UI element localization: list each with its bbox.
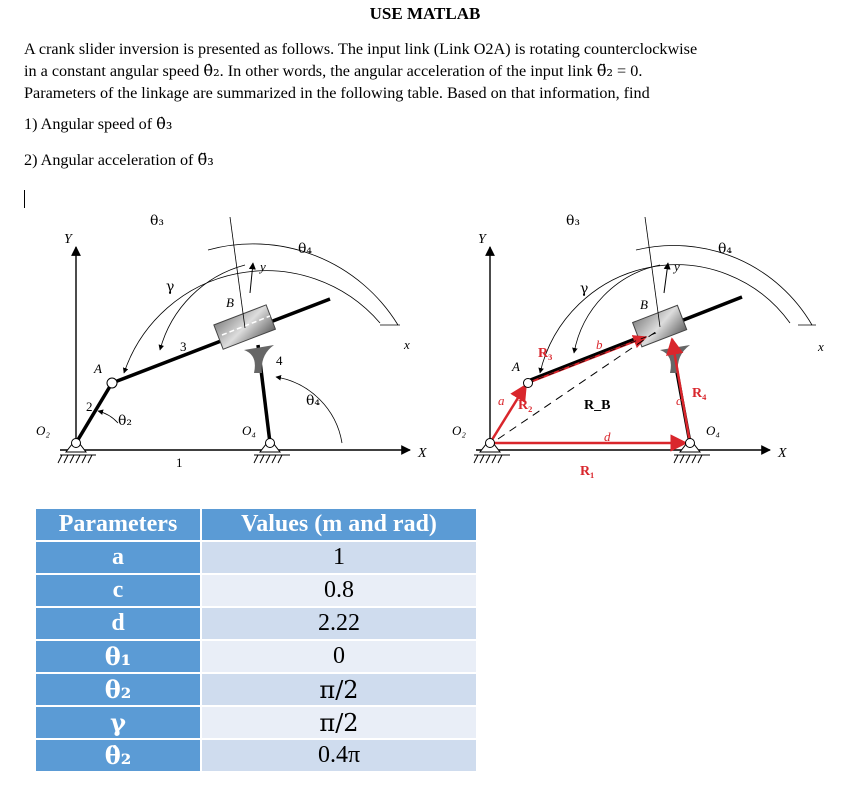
label-local-y: y xyxy=(260,259,266,274)
problem-line-2: in a constant angular speed θ̇₂. In other words, the angular acceleration of the input link θ̈₂ = 0. xyxy=(24,61,643,80)
label-y-axis-right: Y xyxy=(478,232,486,247)
label-x-axis-right: X xyxy=(778,446,787,461)
label-link-1: 1 xyxy=(176,455,183,470)
label-local-x-right: x xyxy=(818,339,824,354)
param-cell: γ xyxy=(36,707,200,738)
value-cell: 0.4π xyxy=(202,740,476,771)
value-cell: 1 xyxy=(202,542,476,573)
label-theta4: θ₄ xyxy=(298,241,313,257)
label-o4-right: O₄ xyxy=(706,423,720,438)
label-a-length: a xyxy=(498,393,505,408)
question-1: 1) Angular speed of θ̇₃ xyxy=(24,114,173,133)
problem-line-3: Parameters of the linkage are summarized in the following table. Based on that information, find xyxy=(24,84,650,102)
label-theta4-right: θ₄ xyxy=(718,241,733,257)
label-theta3: θ₃ xyxy=(150,213,165,229)
table-row xyxy=(36,707,476,738)
table-row xyxy=(36,608,476,639)
label-b-joint: B xyxy=(226,295,234,310)
label-b-length: b xyxy=(596,337,603,352)
problem-line-1: A crank slider inversion is presented as follows. The input link (Link O2A) is rotating counterclockwise xyxy=(24,40,698,58)
label-theta2: θ₂ xyxy=(118,413,133,429)
param-cell: a xyxy=(36,542,200,573)
label-r3: R₃ xyxy=(538,346,553,361)
question-2: 2) Angular acceleration of θ̈₃ xyxy=(24,150,214,169)
param-cell: c xyxy=(36,575,200,606)
label-r4: R₄ xyxy=(692,386,707,401)
param-cell: θ̇₂ xyxy=(36,740,200,771)
problem-statement xyxy=(24,38,824,104)
label-r2: R₂ xyxy=(518,398,533,413)
table-row xyxy=(36,542,476,573)
label-o2: O₂ xyxy=(36,423,50,438)
value-cell: π/2 xyxy=(202,674,476,705)
right-vector-loop xyxy=(452,213,824,479)
label-theta3-right: θ₃ xyxy=(566,213,581,229)
header-parameters: Parameters xyxy=(36,509,200,540)
label-x-axis: X xyxy=(418,446,427,461)
label-local-y-right: y xyxy=(674,259,680,274)
label-o4: O₄ xyxy=(242,423,256,438)
label-a-joint-right: A xyxy=(512,359,520,374)
table-row xyxy=(36,575,476,606)
label-theta4-lower: θ₄ xyxy=(306,393,321,409)
table-row xyxy=(36,674,476,705)
label-a-joint: A xyxy=(94,361,102,376)
param-cell: θ₂ xyxy=(36,674,200,705)
label-o2-right: O₂ xyxy=(452,423,466,438)
value-cell: 0 xyxy=(202,641,476,672)
value-cell: 0.8 xyxy=(202,575,476,606)
label-local-x: x xyxy=(404,337,410,352)
header-values: Values (m and rad) xyxy=(202,509,476,540)
label-d-length: d xyxy=(604,429,611,444)
left-linkage xyxy=(36,213,427,470)
label-link-2: 2 xyxy=(86,399,93,414)
table-row xyxy=(36,740,476,771)
label-link-4: 4 xyxy=(276,353,283,368)
linkage-diagram xyxy=(0,205,850,480)
param-cell: d xyxy=(36,608,200,639)
param-cell: θ₁ xyxy=(36,641,200,672)
label-b-joint-right: B xyxy=(640,297,648,312)
label-c-length: c xyxy=(676,393,682,408)
value-cell: 2.22 xyxy=(202,608,476,639)
label-y-axis: Y xyxy=(64,232,72,247)
page-title: USE MATLAB xyxy=(369,4,481,23)
label-gamma-right: γ xyxy=(580,281,589,297)
table-row xyxy=(36,641,476,672)
label-link-3: 3 xyxy=(180,339,187,354)
value-cell: π/2 xyxy=(202,707,476,738)
label-r1: R₁ xyxy=(580,464,595,479)
parameters-table xyxy=(34,507,478,773)
label-gamma: γ xyxy=(166,279,175,295)
label-rb: R_B xyxy=(584,398,611,413)
linkage-figure xyxy=(0,205,850,480)
